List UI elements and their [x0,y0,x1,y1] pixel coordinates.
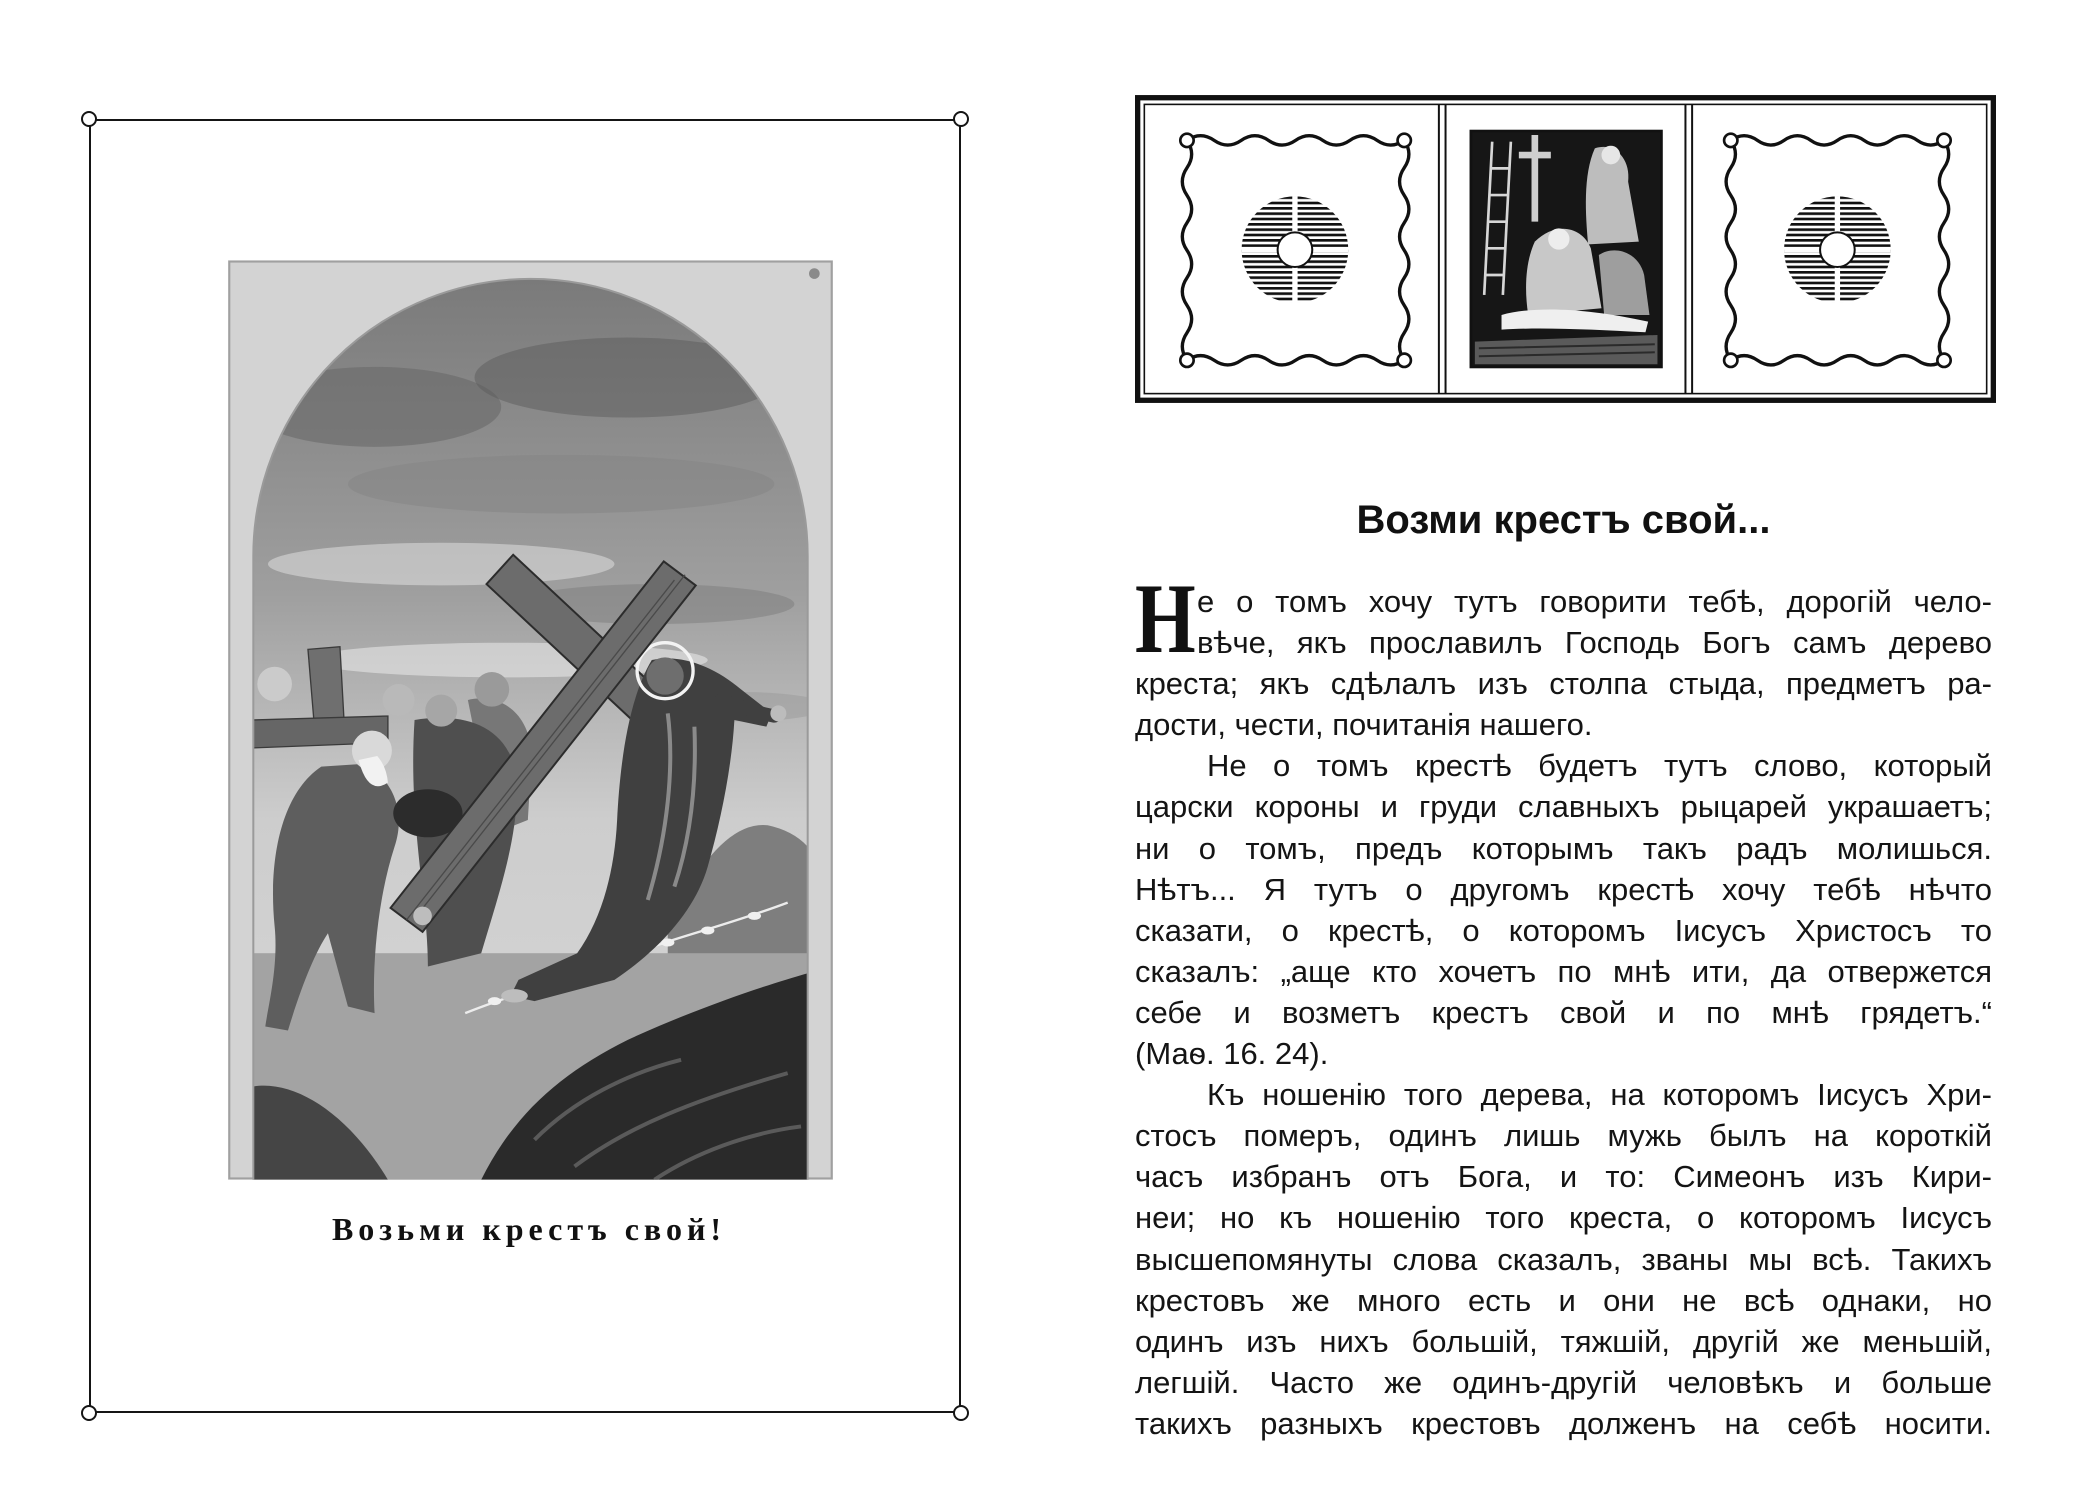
text-line: царски короны и груди славныхъ рыцарей украшаетъ; [1135,789,1992,825]
scripture-reference: (Маѳ. 16. 24). [1135,1036,1329,1072]
text-line: высшепомянуты слова сказалъ, званы мы всѣ. Такихъ [1135,1241,1992,1277]
text-line: одинъ изъ нихъ большій, тяжшій, другій же меньшій, [1135,1323,1992,1359]
christ-head [646,657,683,694]
woodcut-standing-figure-head [1601,146,1620,165]
hand-on-cross [413,907,432,926]
vine-leaf [748,912,761,920]
text-line: себе и возметъ крестъ свой и по мнѣ грядетъ.“ [1135,994,1992,1030]
text-line: неи; но къ ношенію того креста, о которомъ Іисусъ [1135,1200,1992,1236]
paragraph-1 [1135,581,1992,745]
text-line: Къ ношенію того дерева, на которомъ Іисусъ Хри- [1207,1077,1992,1113]
text-line: креста; якъ сдѣлалъ изъ столпа стыда, предметъ ра- [1135,666,1992,702]
text-line: е о томъ хочу тутъ говорити тебѣ, дорогій чело- [1197,584,1992,619]
left-frame-curl [1398,354,1411,367]
text-line: сказати, о крестѣ, о которомъ Іисусъ Христосъ то [1135,912,1992,948]
left-frame-curl [1180,354,1193,367]
text-line: Нѣтъ... Я тутъ о другомъ крестѣ хочу тебѣ нѣчто [1135,871,1992,907]
christ-hand [770,705,786,721]
text-line: стосъ померъ, одинъ лишь мужь былъ на короткій [1135,1118,1992,1154]
text-line: дости, чести, почитанія нашего. [1135,707,1593,743]
vine-leaf [661,939,674,947]
chapter-title: Возми крестъ свой... [1356,498,1771,542]
text-line: такихъ разныхъ крестовъ долженъ на себѣ носити. [1135,1405,1992,1441]
text-line: Не о томъ крестѣ будетъ тутъ слово, который [1207,748,1992,784]
right-rosette-center [1820,232,1855,267]
christ-foot [501,989,528,1002]
crowd-head-3 [425,695,457,727]
drop-cap-initial: Н [1135,563,1196,674]
cloud-light-streak-1 [268,543,614,586]
right-frame-curl [1937,134,1950,147]
left-frame-curl [1180,134,1193,147]
plate-rivet-mark [809,268,820,279]
right-frame-curl [1937,354,1950,367]
frame-corner-ring-bottom-right [953,1405,969,1421]
engraving-christ-carrying-cross [228,260,833,1180]
right-frame-curl [1724,134,1737,147]
text-line: ни о томъ, предъ которымъ такъ радъ молишься. [1135,830,1992,866]
text-line: вѣче, якъ прославилъ Господь Богъ самъ дерево [1197,625,1992,661]
text-line: крестовъ же много есть и они не всѣ однаки, но [1135,1282,1992,1318]
frame-corner-ring-bottom-left [81,1405,97,1421]
vine-leaf [701,927,714,935]
crowd-head-1 [257,667,292,702]
vine-leaf [488,997,501,1005]
storm-cloud-3 [348,455,774,514]
crowd-head-4 [475,672,510,707]
frame-corner-ring-top-right [953,111,969,127]
paragraph-2 [1135,745,1992,1074]
right-frame-curl [1724,354,1737,367]
ornamental-headpiece [1135,95,1996,403]
left-rosette-center [1278,232,1313,267]
text-line: сказалъ: „аще кто хочетъ по мнѣ ити, да отвержется [1135,953,1992,989]
text-line: легшій. Часто же одинъ-другій человѣкъ и больше [1135,1364,1992,1400]
illustration-caption: Возьми крестъ свой! [331,1211,727,1247]
crowd-head-2 [383,684,415,716]
body-text [1135,581,1992,1444]
woodcut-virgin-head [1548,228,1569,249]
frame-corner-ring-top-left [81,111,97,127]
left-frame-curl [1398,134,1411,147]
paragraph-3 [1135,1074,1992,1444]
text-line: часъ избранъ отъ Бога, и то: Симеонъ изъ Кири- [1135,1159,1992,1195]
